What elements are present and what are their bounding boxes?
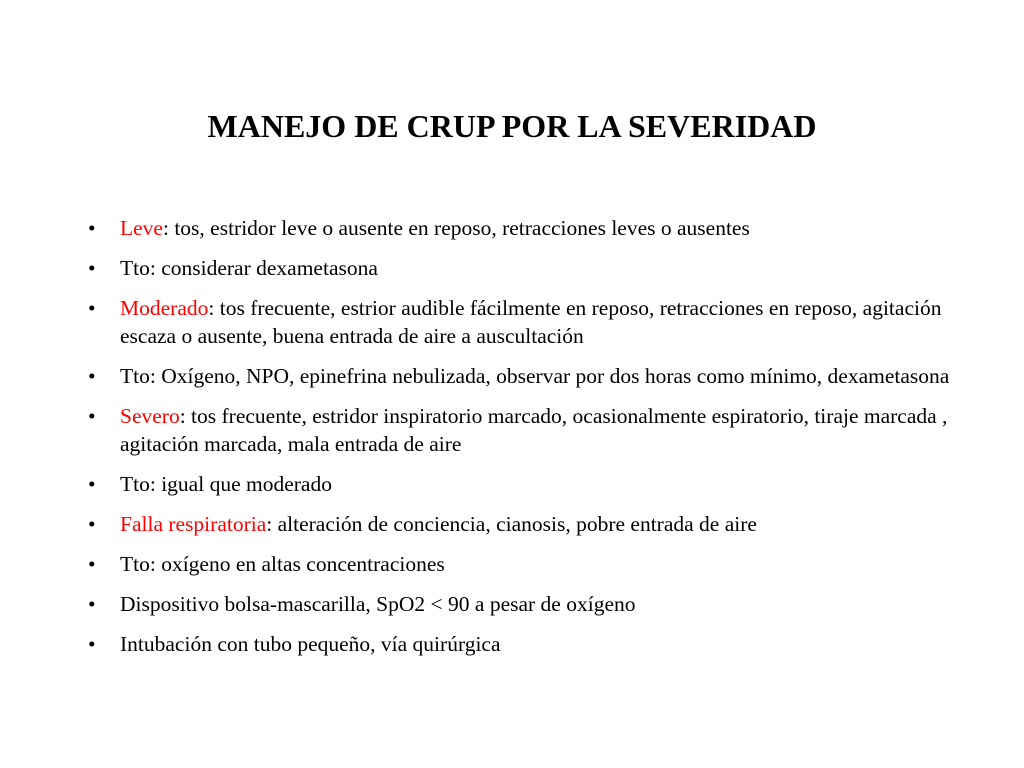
bullet-icon: • xyxy=(88,472,96,496)
bullet-icon: • xyxy=(88,404,96,428)
bullet-list xyxy=(88,214,968,670)
list-item xyxy=(88,214,968,242)
list-item xyxy=(88,294,968,350)
bullet-icon: • xyxy=(88,552,96,576)
list-item xyxy=(88,362,968,390)
severity-label: Moderado xyxy=(120,296,209,320)
list-item xyxy=(88,550,968,578)
bullet-icon: • xyxy=(88,512,96,536)
list-item xyxy=(88,470,968,498)
severity-label: Falla respiratoria xyxy=(120,512,267,536)
item-text: : tos, estridor leve o ausente en reposo, retracciones leves o ausentes xyxy=(162,216,750,240)
item-text: : tos frecuente, estridor inspiratorio marcado, ocasionalmente espiratorio, tiraje marcada , agitación marcada, mala entrada de aire xyxy=(120,404,948,456)
list-item xyxy=(88,402,968,458)
list-item xyxy=(88,254,968,282)
slide-title: MANEJO DE CRUP POR LA SEVERIDAD xyxy=(207,108,817,144)
severity-label: Severo xyxy=(120,404,180,428)
item-text: Tto: igual que moderado xyxy=(120,472,332,496)
item-text: Tto: Oxígeno, NPO, epinefrina nebulizada, observar por dos horas como mínimo, dexametasona xyxy=(120,364,950,388)
item-text: : alteración de conciencia, cianosis, pobre entrada de aire xyxy=(266,512,757,536)
item-text: Intubación con tubo pequeño, vía quirúrgica xyxy=(120,632,501,656)
bullet-icon: • xyxy=(88,216,96,240)
item-text: Tto: oxígeno en altas concentraciones xyxy=(120,552,445,576)
item-text: Tto: considerar dexametasona xyxy=(120,256,378,280)
bullet-icon: • xyxy=(88,592,96,616)
list-item xyxy=(88,590,968,618)
bullet-icon: • xyxy=(88,256,96,280)
item-text: Dispositivo bolsa-mascarilla, SpO2 < 90 a pesar de oxígeno xyxy=(120,592,636,616)
item-text: : tos frecuente, estrior audible fácilmente en reposo, retracciones en reposo, agitación escaza o ausente, buena entrada de aire a auscultación xyxy=(120,296,942,348)
severity-label: Leve xyxy=(120,216,163,240)
bullet-icon: • xyxy=(88,364,96,388)
bullet-icon: • xyxy=(88,632,96,656)
list-item xyxy=(88,510,968,538)
list-item xyxy=(88,630,968,658)
bullet-icon: • xyxy=(88,296,96,320)
